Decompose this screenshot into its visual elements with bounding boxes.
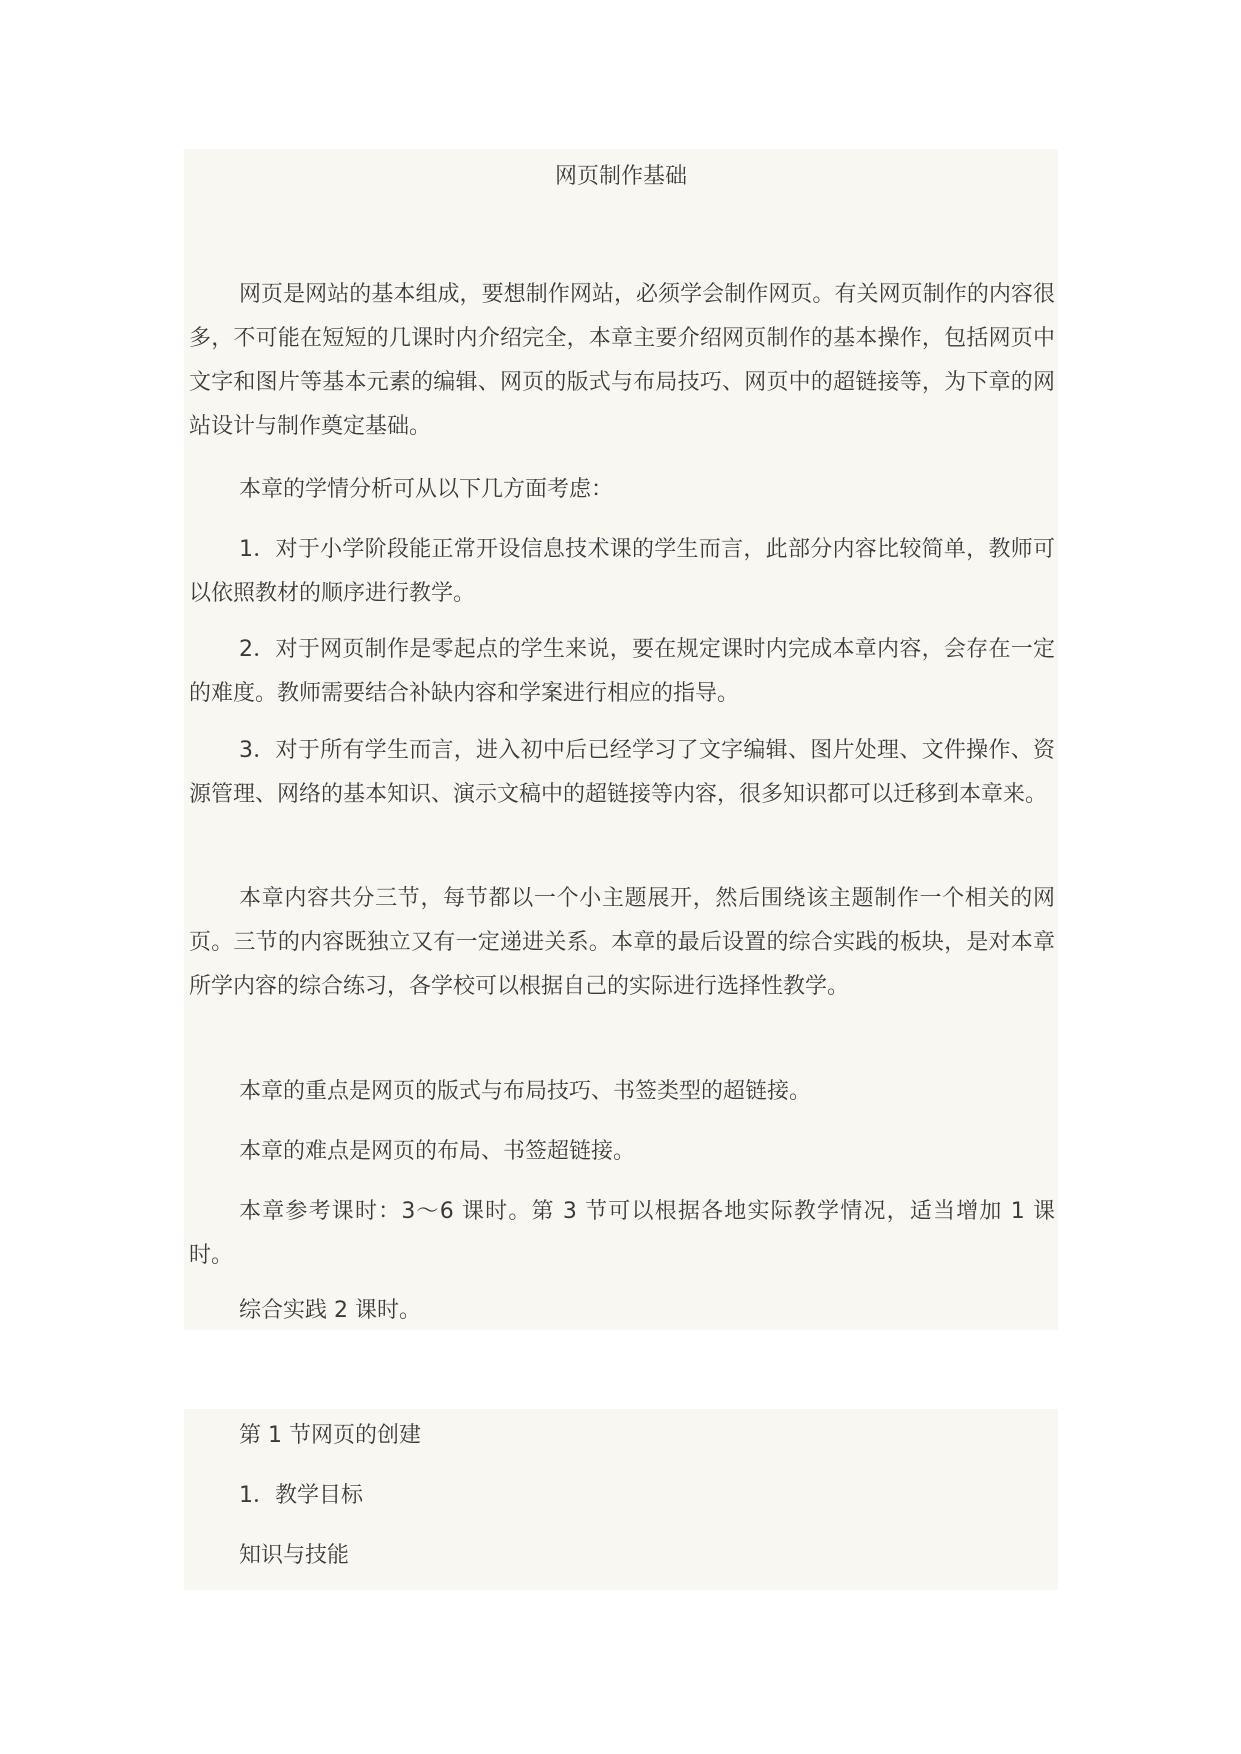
paragraph-analysis-item-2: 2．对于网页制作是零起点的学生来说，要在规定课时内完成本章内容，会存在一定的难度。教师需要结合补缺内容和学案进行相应的指导。 [189, 637, 1055, 706]
document-title: 网页制作基础 [554, 164, 687, 189]
section-subsubheading: 知识与技能 [239, 1543, 350, 1568]
paragraph-analysis-item-1: 1．对于小学阶段能正常开设信息技术课的学生而言，此部分内容比较简单，教师可以依照教材的顺序进行教学。 [189, 537, 1055, 606]
paragraph-intro: 网页是网站的基本组成，要想制作网站，必须学会制作网页。有关网页制作的内容很多，不可能在短短的几课时内介绍完全，本章主要介绍网页制作的基本操作，包括网页中文字和图片等基本元素的编辑、网页的版式与布局技巧、网页中的超链接等，为下章的网站设计与制作奠定基础。 [189, 282, 1055, 439]
paragraph-analysis-item-3: 3．对于所有学生而言，进入初中后已经学习了文字编辑、图片处理、文件操作、资源管理、网络的基本知识、演示文稿中的超链接等内容，很多知识都可以迁移到本章来。 [189, 738, 1055, 807]
paragraph-difficult-points: 本章的难点是网页的布局、书签超链接。 [239, 1139, 636, 1164]
section-heading: 第 1 节网页的创建 [239, 1423, 421, 1448]
paragraph-structure: 本章内容共分三节，每节都以一个小主题展开，然后围绕该主题制作一个相关的网页。三节的内容既独立又有一定递进关系。本章的最后设置的综合实践的板块，是对本章所学内容的综合练习，各学校可以根据自己的实际进行选择性教学。 [189, 886, 1055, 999]
section-subheading: 1．教学目标 [239, 1483, 363, 1508]
paragraph-class-hours: 本章参考课时：3～6 课时。第 3 节可以根据各地实际教学情况，适当增加 1 课时。 [189, 1199, 1055, 1268]
paragraph-key-points: 本章的重点是网页的版式与布局技巧、书签类型的超链接。 [239, 1079, 812, 1104]
paragraph-practice-hours: 综合实践 2 课时。 [239, 1298, 421, 1323]
paragraph-analysis-lead: 本章的学情分析可从以下几方面考虑： [239, 477, 614, 502]
